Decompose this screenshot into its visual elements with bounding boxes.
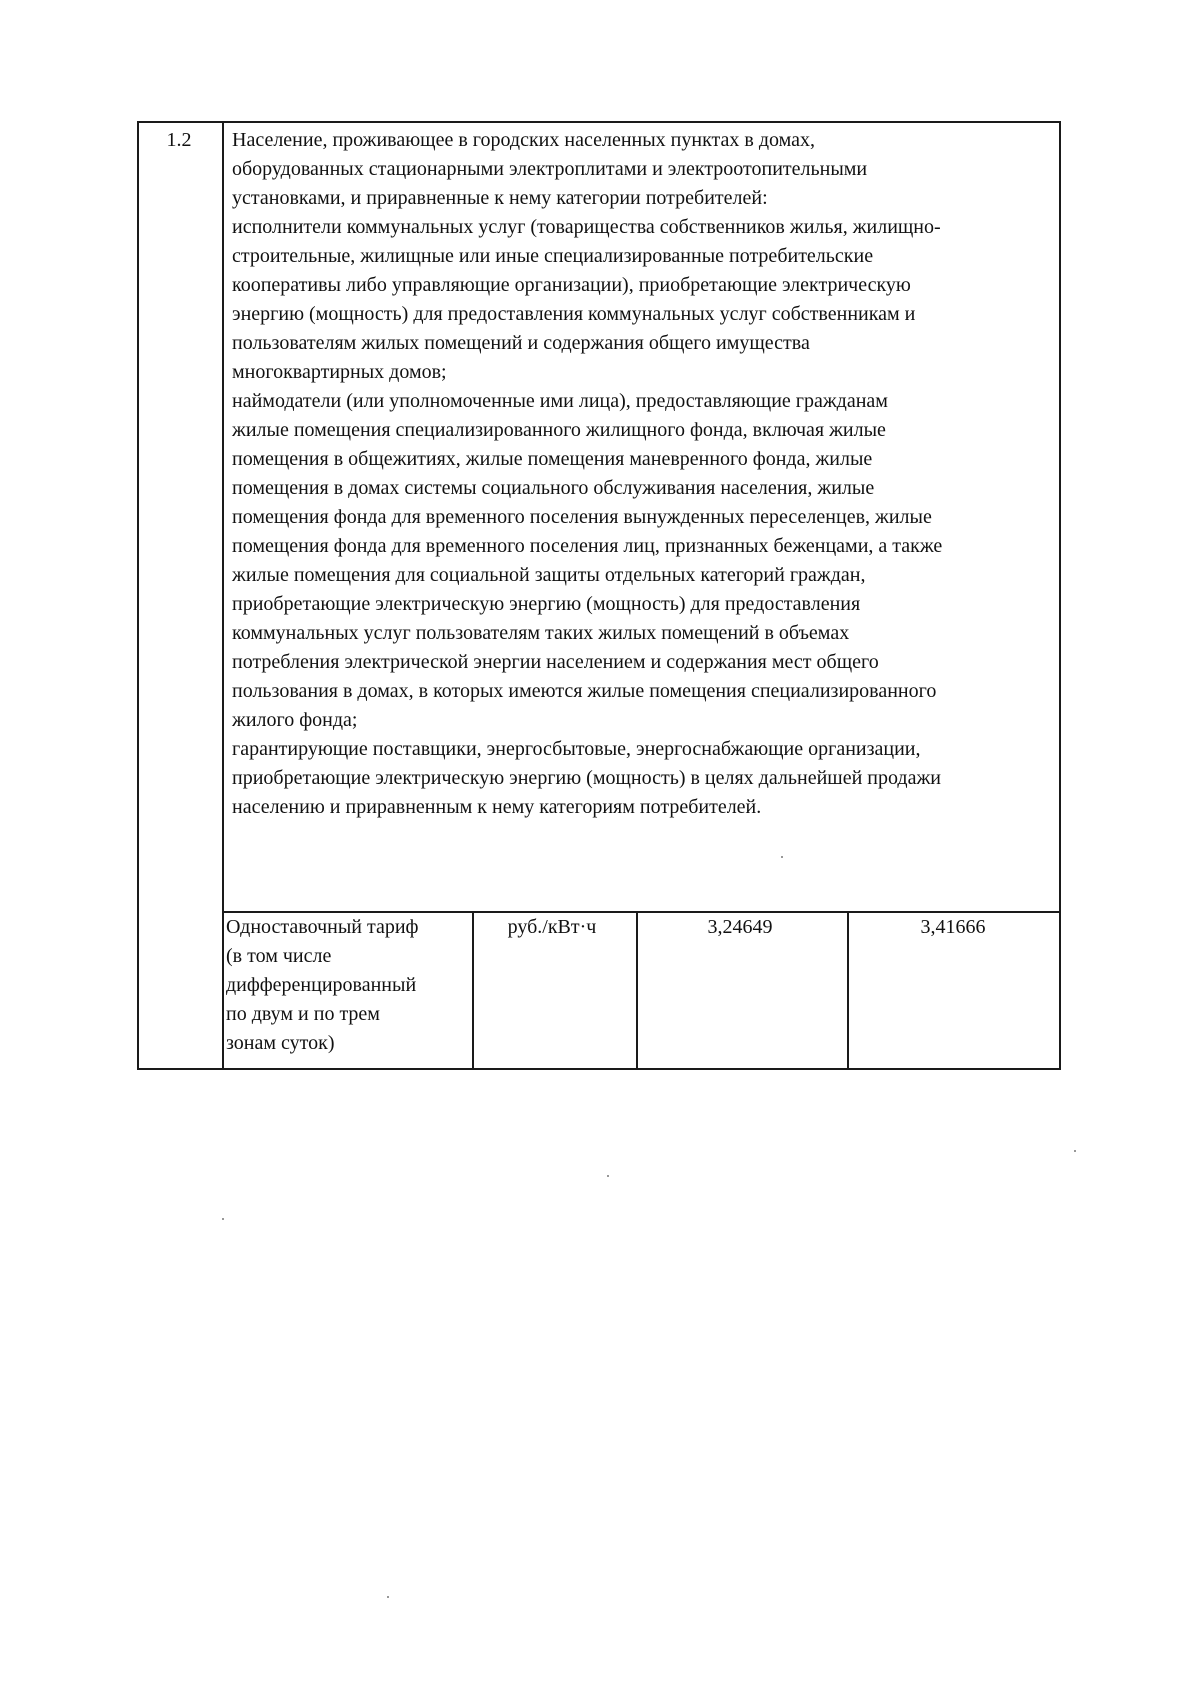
- scan-speck: [222, 1218, 224, 1220]
- description-line: оборудованных стационарными электроплитами и электроотопительными: [232, 158, 868, 180]
- description-line: гарантирующие поставщики, энергосбытовые, энергоснабжающие организации,: [232, 738, 921, 760]
- description-line: жилые помещения для социальной защиты отдельных категорий граждан,: [232, 564, 866, 586]
- tariff-value-1: 3,24649: [707, 916, 773, 938]
- tariff-label-line: зонам суток): [226, 1032, 335, 1054]
- description-line: жилого фонда;: [232, 709, 358, 731]
- scan-speck: [607, 1175, 609, 1177]
- description-line: установками, и приравненные к нему категории потребителей:: [232, 187, 768, 209]
- description-line: помещения фонда для временного поселения вынужденных переселенцев, жилые: [232, 506, 932, 528]
- tariff-label: [226, 913, 466, 1058]
- scan-speck: [781, 856, 783, 858]
- description-line: кооперативы либо управляющие организации), приобретающие электрическую: [232, 274, 911, 296]
- scan-speck: [387, 1596, 389, 1598]
- description-line: коммунальных услуг пользователям таких жилых помещений в объемах: [232, 622, 850, 644]
- description-line: исполнители коммунальных услуг (товарищества собственников жилья, жилищно-: [232, 216, 941, 238]
- description-line: энергию (мощность) для предоставления коммунальных услуг собственникам и: [232, 303, 916, 325]
- description-line: приобретающие электрическую энергию (мощность) для предоставления: [232, 593, 861, 615]
- description-line: помещения в общежитиях, жилые помещения маневренного фонда, жилые: [232, 448, 873, 470]
- description-line: приобретающие электрическую энергию (мощность) в целях дальнейшей продажи: [232, 767, 941, 789]
- tariff-label-line: по двум и по трем: [226, 1003, 380, 1025]
- description-line: пользователям жилых помещений и содержания общего имущества: [232, 332, 810, 354]
- table-divider-number-column: [222, 123, 224, 1068]
- description-line: многоквартирных домов;: [232, 361, 447, 383]
- description-line: наймодатели (или уполномоченные ими лица), предоставляющие гражданам: [232, 390, 888, 412]
- row-number: 1.2: [166, 129, 192, 151]
- scan-speck: [1074, 1150, 1076, 1152]
- description-line: Население, проживающее в городских населенных пунктах в домах,: [232, 129, 816, 151]
- description-line: строительные, жилищные или иные специализированные потребительские: [232, 245, 874, 267]
- description-line: помещения фонда для временного поселения лиц, признанных беженцами, а также: [232, 535, 943, 557]
- tariff-unit: руб./кВт·ч: [507, 916, 597, 938]
- row-description: [232, 126, 1058, 822]
- description-line: пользования в домах, в которых имеются жилые помещения специализированного: [232, 680, 937, 702]
- tariff-label-line: Одноставочный тариф: [226, 916, 419, 938]
- description-line: населению и приравненным к нему категориям потребителей.: [232, 796, 762, 818]
- description-line: помещения в домах системы социального обслуживания населения, жилые: [232, 477, 875, 499]
- description-line: жилые помещения специализированного жилищного фонда, включая жилые: [232, 419, 886, 441]
- tariff-label-line: (в том числе: [226, 945, 332, 967]
- description-line: потребления электрической энергии населением и содержания мест общего: [232, 651, 879, 673]
- tariff-label-line: дифференцированный: [226, 974, 417, 996]
- tariff-value-2: 3,41666: [920, 916, 986, 938]
